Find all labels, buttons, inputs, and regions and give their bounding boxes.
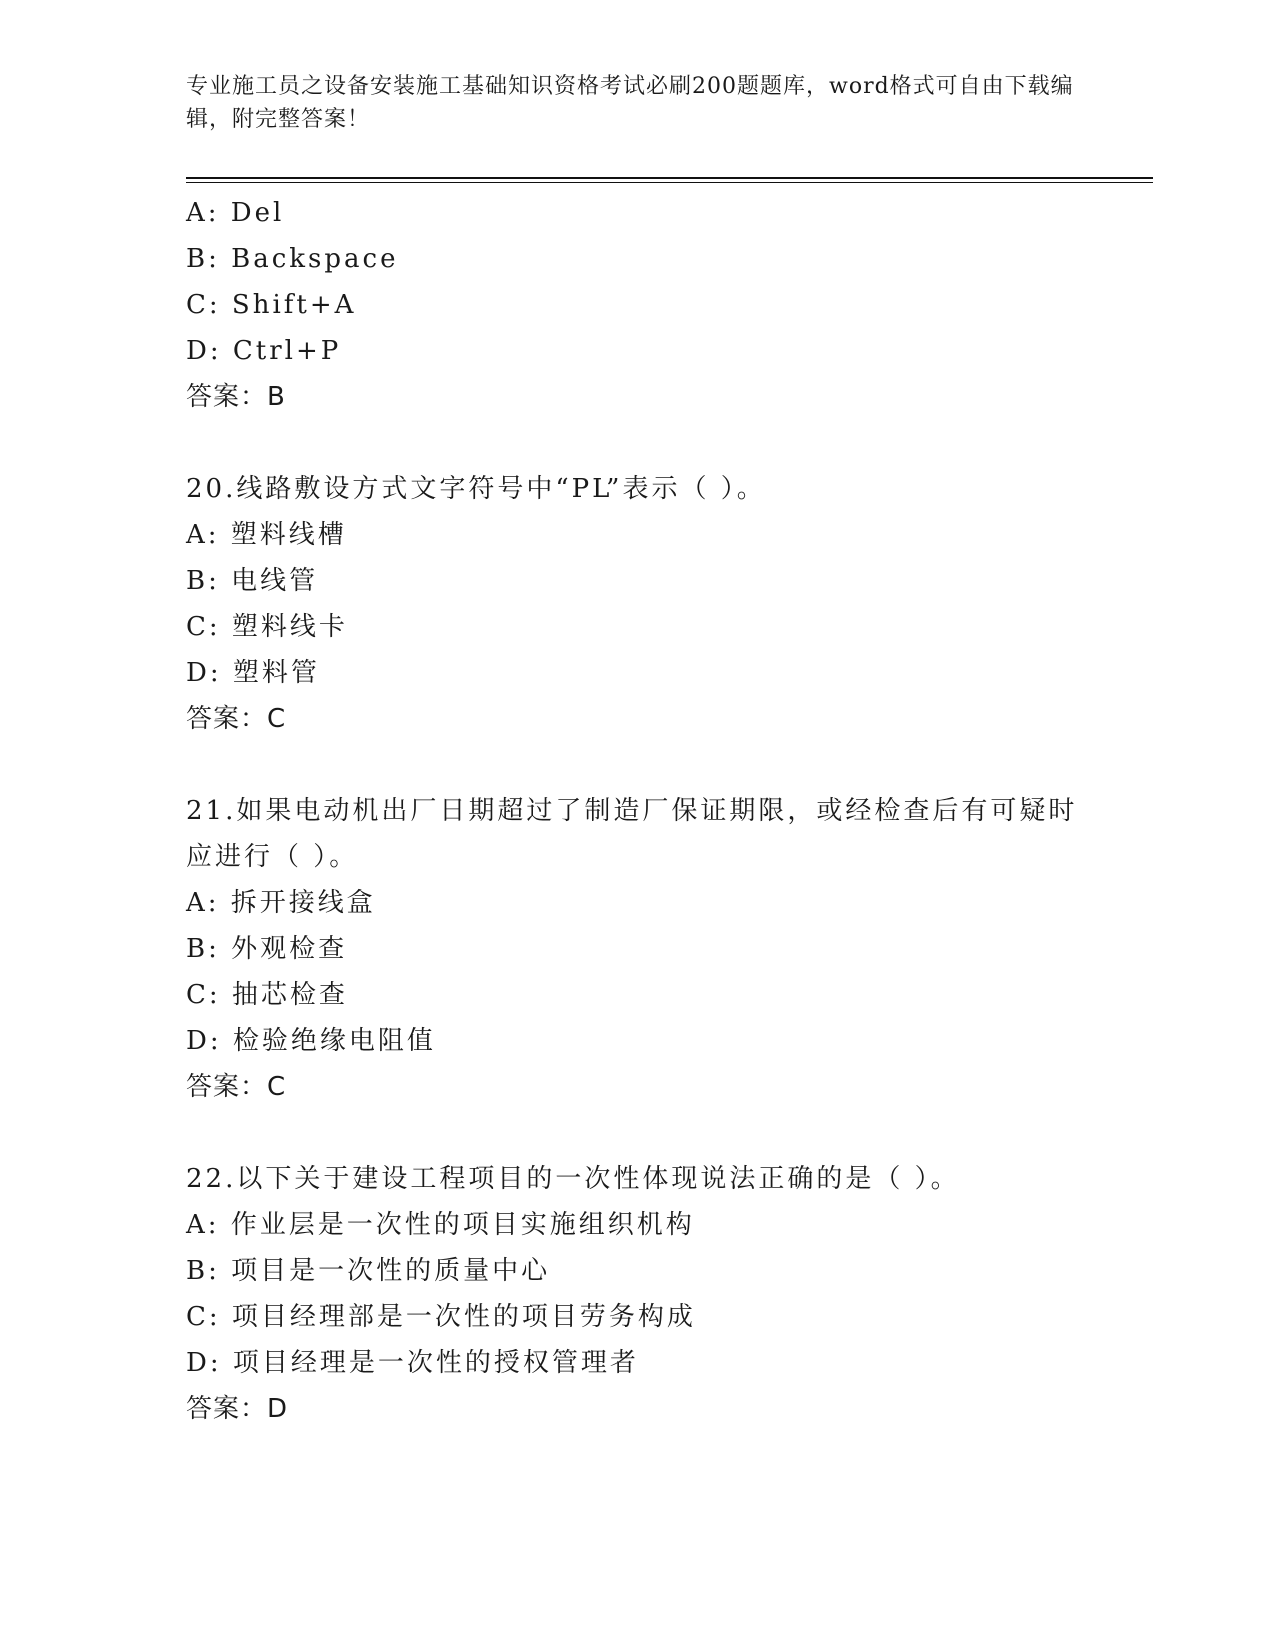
option-a: A: 拆开接线盒 bbox=[186, 888, 376, 918]
header-rule-thin bbox=[186, 182, 1153, 183]
answer: 答案：C bbox=[186, 704, 287, 734]
question-list bbox=[186, 190, 1153, 1432]
question-stem: 21.如果电动机出厂日期超过了制造厂保证期限，或经检查后有可疑时 bbox=[186, 796, 1078, 826]
question-19-continued bbox=[186, 190, 1153, 420]
question-22 bbox=[186, 1156, 1153, 1432]
question-21 bbox=[186, 788, 1153, 1110]
option-c: C: 塑料线卡 bbox=[186, 612, 348, 642]
option-b: B: 电线管 bbox=[186, 566, 319, 596]
answer: 答案：C bbox=[186, 1072, 287, 1102]
option-a: A: Del bbox=[186, 198, 285, 228]
question-stem-continued: 应进行（ ）。 bbox=[186, 842, 359, 872]
option-c: C: Shift+A bbox=[186, 290, 357, 320]
answer: 答案：B bbox=[186, 382, 286, 412]
option-b: B: 外观检查 bbox=[186, 934, 348, 964]
option-d: D: 检验绝缘电阻值 bbox=[186, 1026, 436, 1056]
option-b: B: 项目是一次性的质量中心 bbox=[186, 1256, 551, 1286]
document-header: 专业施工员之设备安装施工基础知识资格考试必刷200题题库，word格式可自由下载编辑，附完整答案！ bbox=[186, 74, 1074, 132]
option-d: D: Ctrl+P bbox=[186, 336, 342, 366]
question-20 bbox=[186, 466, 1153, 742]
option-d: D: 项目经理是一次性的授权管理者 bbox=[186, 1348, 639, 1378]
option-c: C: 项目经理部是一次性的项目劳务构成 bbox=[186, 1302, 696, 1332]
option-c: C: 抽芯检查 bbox=[186, 980, 348, 1010]
header-rule-thick bbox=[186, 177, 1153, 179]
option-b: B: Backspace bbox=[186, 244, 399, 274]
option-a: A: 塑料线槽 bbox=[186, 520, 347, 550]
option-a: A: 作业层是一次性的项目实施组织机构 bbox=[186, 1210, 695, 1240]
answer: 答案：D bbox=[186, 1394, 289, 1424]
question-stem: 22.以下关于建设工程项目的一次性体现说法正确的是（ ）。 bbox=[186, 1164, 960, 1194]
option-d: D: 塑料管 bbox=[186, 658, 320, 688]
question-stem: 20.线路敷设方式文字符号中“PL”表示（ ）。 bbox=[186, 474, 766, 504]
